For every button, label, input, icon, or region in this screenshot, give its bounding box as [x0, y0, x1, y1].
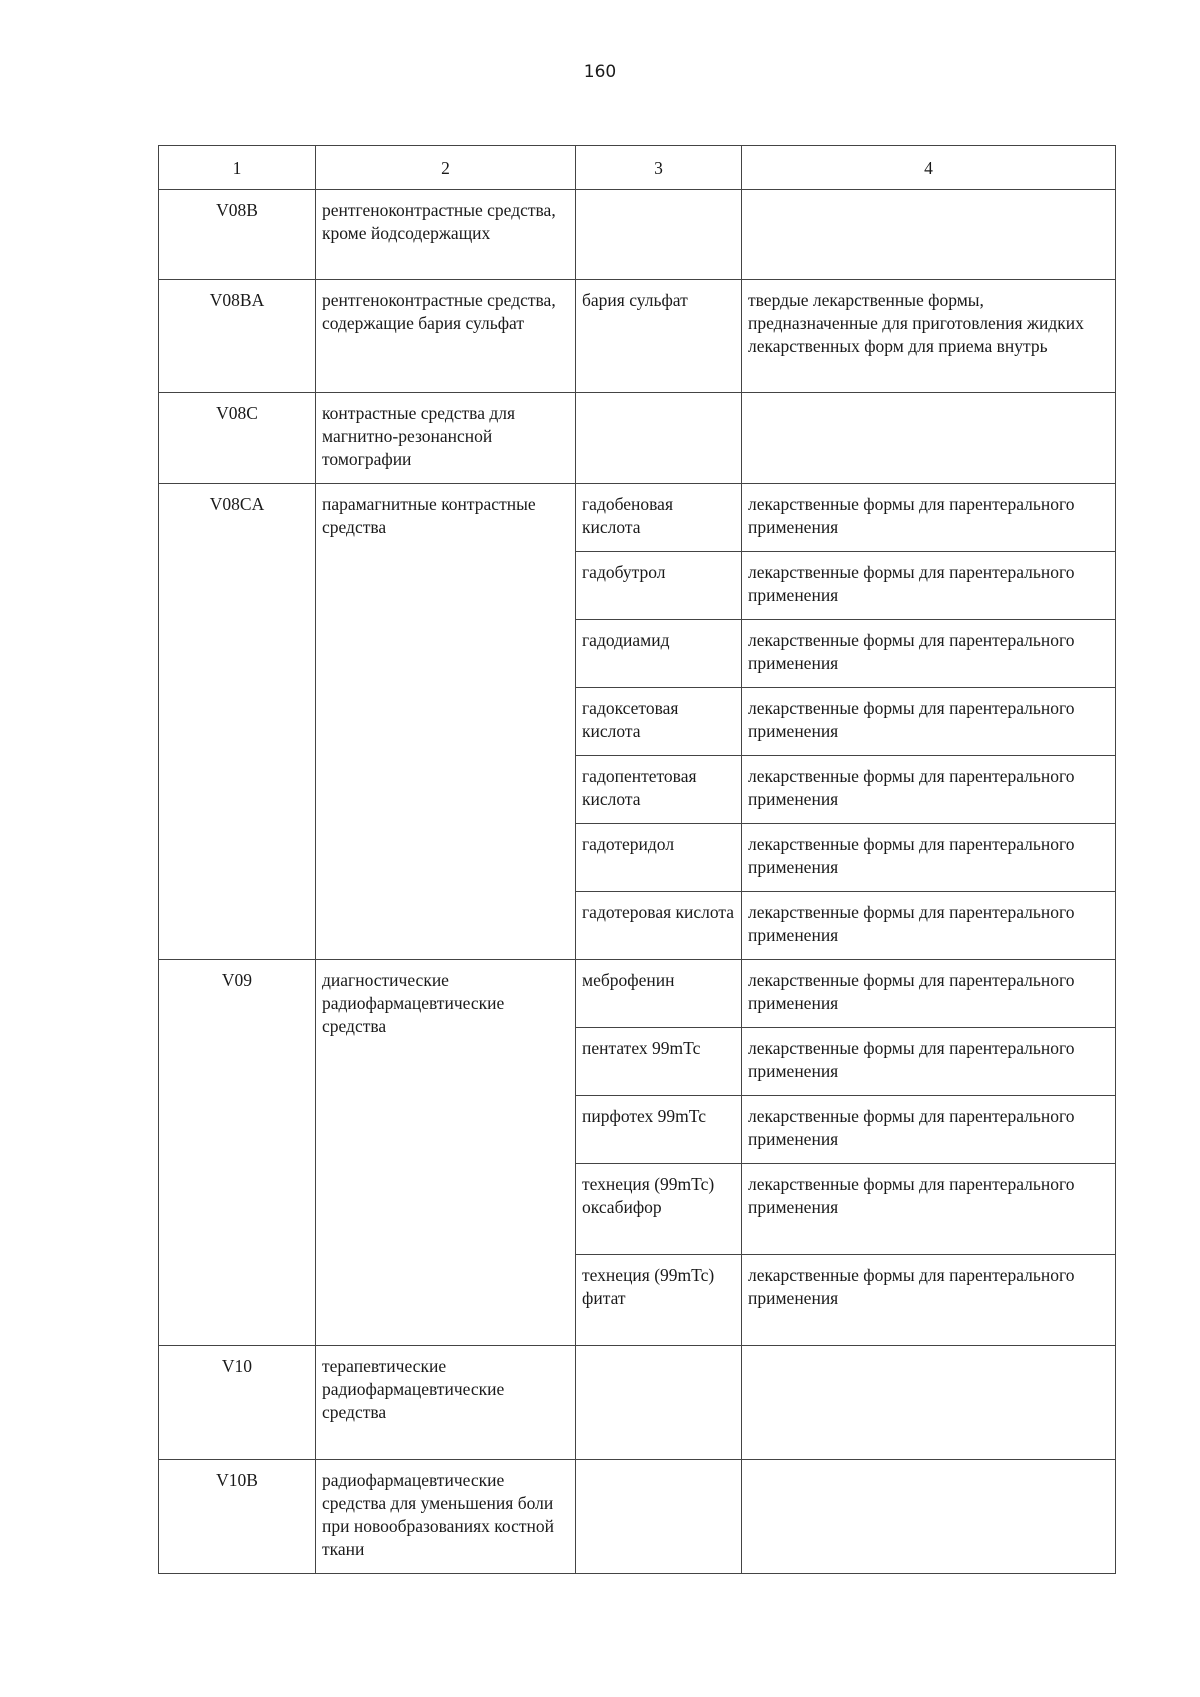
table-row: [159, 280, 1116, 393]
atc-code: V08B: [159, 190, 316, 280]
table-row: [159, 960, 1116, 1028]
header-cell-4: 4: [742, 146, 1116, 190]
drug-name: гадодиамид: [576, 620, 742, 688]
drug-name: гадобеновая кислота: [576, 484, 742, 552]
dosage-form: [742, 190, 1116, 280]
drug-name: технеция (99mTc) оксабифор: [576, 1164, 742, 1255]
atc-code: V10B: [159, 1460, 316, 1574]
dosage-form: [742, 1346, 1116, 1460]
atc-group: терапевтические радиофармацевтические средства: [316, 1346, 576, 1460]
drug-name: гадоксетовая кислота: [576, 688, 742, 756]
drug-name: [576, 1346, 742, 1460]
atc-group: контрастные средства для магнитно-резонансной томографии: [316, 393, 576, 484]
drug-name: меброфенин: [576, 960, 742, 1028]
dosage-form: лекарственные формы для парентерального применения: [742, 824, 1116, 892]
table-row: [159, 1460, 1116, 1574]
drug-name: бария сульфат: [576, 280, 742, 393]
atc-group: парамагнитные контрастные средства: [316, 484, 576, 960]
header-cell-3: 3: [576, 146, 742, 190]
dosage-form: [742, 1460, 1116, 1574]
atc-code: V08C: [159, 393, 316, 484]
drug-name: гадотеридол: [576, 824, 742, 892]
drug-name: пентатех 99mTc: [576, 1028, 742, 1096]
atc-group: рентгеноконтрастные средства, кроме йодсодержащих: [316, 190, 576, 280]
atc-group: радиофармацевтические средства для уменьшения боли при новообразованиях костной ткани: [316, 1460, 576, 1574]
atc-group: диагностические радиофармацевтические средства: [316, 960, 576, 1346]
atc-code: V08CA: [159, 484, 316, 960]
dosage-form: лекарственные формы для парентерального применения: [742, 620, 1116, 688]
atc-code: V08BA: [159, 280, 316, 393]
dosage-form: лекарственные формы для парентерального применения: [742, 1096, 1116, 1164]
drug-name: [576, 393, 742, 484]
dosage-form: лекарственные формы для парентерального применения: [742, 756, 1116, 824]
dosage-form: лекарственные формы для парентерального применения: [742, 552, 1116, 620]
drug-name: [576, 1460, 742, 1574]
drug-name: технеция (99mTc) фитат: [576, 1255, 742, 1346]
drug-name: гадобутрол: [576, 552, 742, 620]
dosage-form: лекарственные формы для парентерального применения: [742, 1255, 1116, 1346]
dosage-form: лекарственные формы для парентерального применения: [742, 484, 1116, 552]
dosage-form: лекарственные формы для парентерального применения: [742, 960, 1116, 1028]
header-row: [159, 146, 1116, 190]
drug-name: гадопентетовая кислота: [576, 756, 742, 824]
dosage-form: [742, 393, 1116, 484]
drug-name: [576, 190, 742, 280]
dosage-form: твердые лекарственные формы, предназначенные для приготовления жидких лекарственных форм для приема внутрь: [742, 280, 1116, 393]
dosage-form: лекарственные формы для парентерального применения: [742, 1164, 1116, 1255]
page-number: 160: [583, 62, 617, 82]
dosage-form: лекарственные формы для парентерального применения: [742, 892, 1116, 960]
atc-code: V09: [159, 960, 316, 1346]
atc-code: V10: [159, 1346, 316, 1460]
dosage-form: лекарственные формы для парентерального применения: [742, 1028, 1116, 1096]
atc-group: рентгеноконтрастные средства, содержащие бария сульфат: [316, 280, 576, 393]
table-row: [159, 393, 1116, 484]
header-cell-2: 2: [316, 146, 576, 190]
table-row: [159, 1346, 1116, 1460]
table-row: [159, 484, 1116, 552]
header-cell-1: 1: [159, 146, 316, 190]
drug-name: пирфотех 99mTc: [576, 1096, 742, 1164]
drug-name: гадотеровая кислота: [576, 892, 742, 960]
dosage-form: лекарственные формы для парентерального применения: [742, 688, 1116, 756]
table-row: [159, 190, 1116, 280]
drug-table: [158, 145, 1116, 1574]
